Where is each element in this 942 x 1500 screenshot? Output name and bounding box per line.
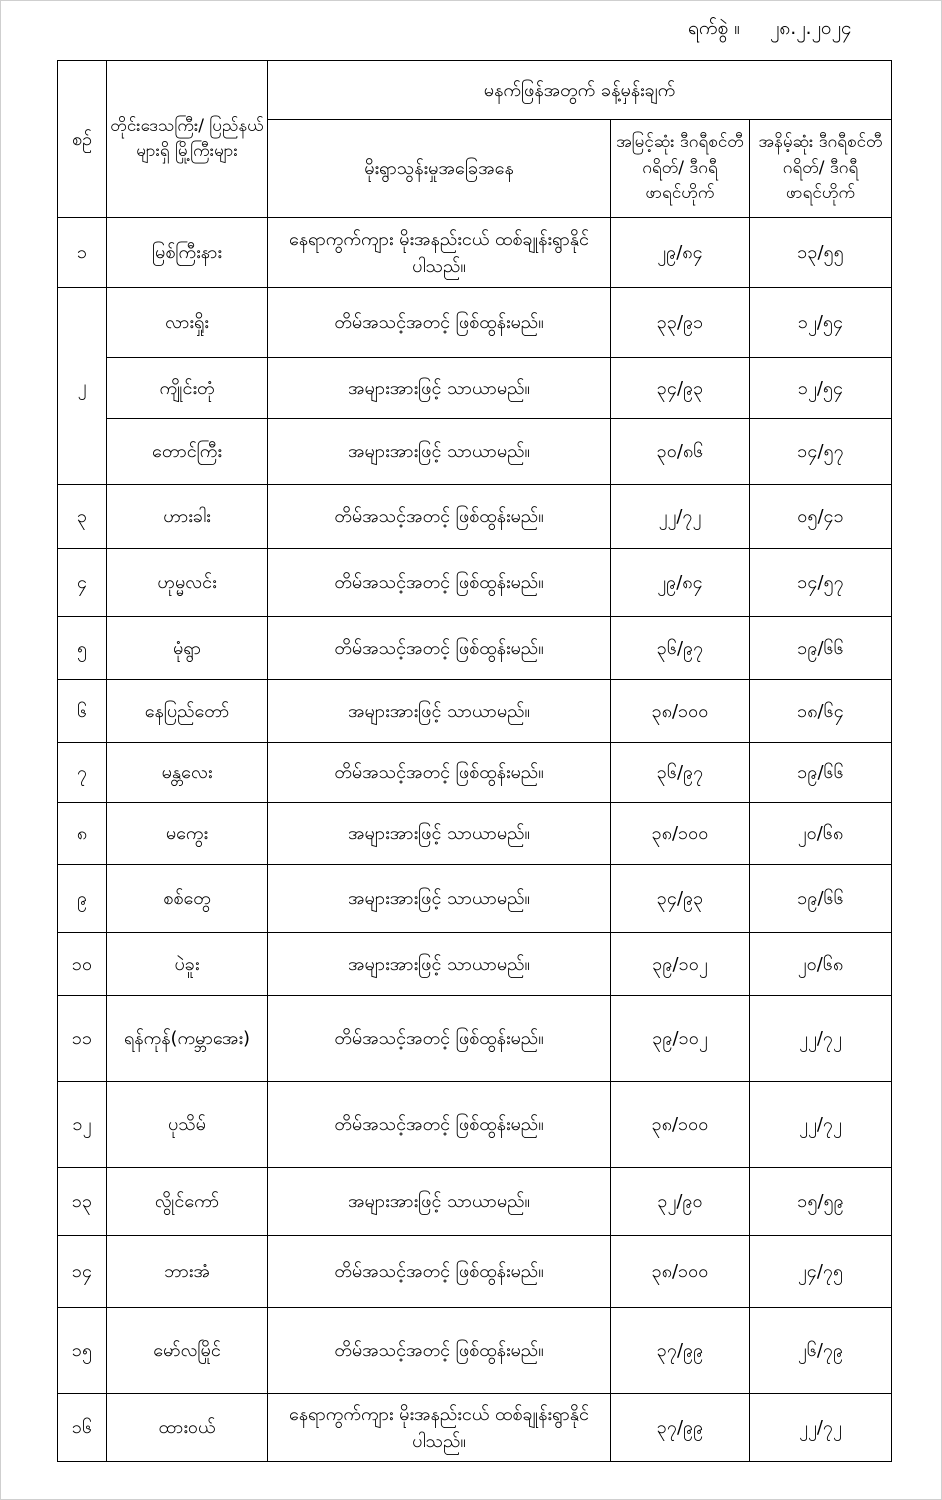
- row-max-temp: ၃၈/၁၀၀: [611, 803, 750, 865]
- row-max-temp: ၃၇/၉၉: [611, 1308, 750, 1394]
- table-row: [58, 1394, 892, 1462]
- row-city: ရန်ကုန်(ကမ္ဘာအေး): [107, 996, 268, 1082]
- row-max-temp: ၃၃/၉၁: [611, 288, 750, 358]
- row-city: လွိုင်ကော်: [107, 1168, 268, 1236]
- row-city: နေပြည်တော်: [107, 680, 268, 743]
- row-no: ၁၃: [58, 1168, 107, 1236]
- row-condition: နေရာကွက်ကျား မိုးအနည်းငယ် ထစ်ချုန်းရွာနိုင်ပါသည်။: [268, 1394, 611, 1462]
- table-row: [58, 1308, 892, 1394]
- table-row: [58, 1236, 892, 1308]
- row-condition: တိမ်အသင့်အတင့် ဖြစ်ထွန်းမည်။: [268, 485, 611, 549]
- row-max-temp: ၂၉/၈၄: [611, 549, 750, 617]
- date-line: [0, 16, 942, 46]
- row-max-temp: ၃၉/၁၀၂: [611, 933, 750, 996]
- row-city: ထားဝယ်: [107, 1394, 268, 1462]
- table-row: [58, 1082, 892, 1168]
- table-row: [58, 680, 892, 743]
- row-max-temp: ၃၆/၉၇: [611, 617, 750, 680]
- table-row: [58, 996, 892, 1082]
- row-min-temp: ၁၉/၆၆: [750, 743, 892, 803]
- row-condition: တိမ်အသင့်အတင့် ဖြစ်ထွန်းမည်။: [268, 743, 611, 803]
- row-min-temp: ၂၆/၇၉: [750, 1308, 892, 1394]
- row-no: ၁၁: [58, 996, 107, 1082]
- table-row: [58, 218, 892, 288]
- row-max-temp: ၂၉/၈၄: [611, 218, 750, 288]
- table-row: [58, 419, 892, 485]
- row-condition: တိမ်အသင့်အတင့် ဖြစ်ထွန်းမည်။: [268, 549, 611, 617]
- row-max-temp: ၃၂/၉၀: [611, 1168, 750, 1236]
- row-condition: အများအားဖြင့် သာယာမည်။: [268, 803, 611, 865]
- row-no: ၁၀: [58, 933, 107, 996]
- row-min-temp: ၁၅/၅၉: [750, 1168, 892, 1236]
- row-min-temp: ၂၂/၇၂: [750, 996, 892, 1082]
- row-condition: အများအားဖြင့် သာယာမည်။: [268, 680, 611, 743]
- row-condition: တိမ်အသင့်အတင့် ဖြစ်ထွန်းမည်။: [268, 1308, 611, 1394]
- row-condition: အများအားဖြင့် သာယာမည်။: [268, 358, 611, 419]
- row-min-temp: ၂၂/၇၂: [750, 1082, 892, 1168]
- row-min-temp: ၀၅/၄၁: [750, 485, 892, 549]
- row-min-temp: ၁၂/၅၄: [750, 358, 892, 419]
- table-row: [58, 933, 892, 996]
- header-no: စဉ်: [58, 61, 107, 218]
- header-max-temp: အမြင့်ဆုံး ဒီဂရီစင်တီဂရိတ်/ ဒီဂရီဖာရင်ဟိုက်: [611, 120, 750, 218]
- row-no: ၈: [58, 803, 107, 865]
- row-city: စစ်တွေ: [107, 865, 268, 933]
- row-city: မော်လမြိုင်: [107, 1308, 268, 1394]
- row-min-temp: ၂၀/၆၈: [750, 933, 892, 996]
- row-condition: အများအားဖြင့် သာယာမည်။: [268, 865, 611, 933]
- row-condition: တိမ်အသင့်အတင့် ဖြစ်ထွန်းမည်။: [268, 1082, 611, 1168]
- header-forecast-group: မနက်ဖြန်အတွက် ခန့်မှန်းချက်: [268, 61, 892, 120]
- row-condition: အများအားဖြင့် သာယာမည်။: [268, 1168, 611, 1236]
- row-city: ပဲခူး: [107, 933, 268, 996]
- row-no: ၅: [58, 617, 107, 680]
- row-city: မန္တလေး: [107, 743, 268, 803]
- row-min-temp: ၁၈/၆၄: [750, 680, 892, 743]
- row-max-temp: ၃၈/၁၀၀: [611, 680, 750, 743]
- row-condition: အများအားဖြင့် သာယာမည်။: [268, 933, 611, 996]
- row-no: ၇: [58, 743, 107, 803]
- table-row: [58, 803, 892, 865]
- row-min-temp: ၁၂/၅၄: [750, 288, 892, 358]
- row-max-temp: ၃၇/၉၉: [611, 1394, 750, 1462]
- row-condition: တိမ်အသင့်အတင့် ဖြစ်ထွန်းမည်။: [268, 288, 611, 358]
- row-no: ၁၅: [58, 1308, 107, 1394]
- row-max-temp: ၃၈/၁၀၀: [611, 1236, 750, 1308]
- row-min-temp: ၁၉/၆၆: [750, 865, 892, 933]
- row-city: မကွေး: [107, 803, 268, 865]
- row-condition: အများအားဖြင့် သာယာမည်။: [268, 419, 611, 485]
- table-row: [58, 1168, 892, 1236]
- row-min-temp: ၂၄/၇၅: [750, 1236, 892, 1308]
- row-no: ၃: [58, 485, 107, 549]
- row-city: မုံရွာ: [107, 617, 268, 680]
- row-no: ၁၆: [58, 1394, 107, 1462]
- row-no: ၁၂: [58, 1082, 107, 1168]
- row-city: ဟားခါး: [107, 485, 268, 549]
- header-condition: မိုးရွာသွန်းမှုအခြေအနေ: [268, 120, 611, 218]
- row-max-temp: ၂၂/၇၂: [611, 485, 750, 549]
- date-value: ၂၈.၂.၂၀၂၄: [770, 17, 852, 39]
- row-city: ပုသိမ်: [107, 1082, 268, 1168]
- header-min-temp: အနိမ့်ဆုံး ဒီဂရီစင်တီဂရိတ်/ ဒီဂရီဖာရင်ဟိုက်: [750, 120, 892, 218]
- row-city: ကျိုင်းတုံ: [107, 358, 268, 419]
- row-no: ၁၄: [58, 1236, 107, 1308]
- row-no: ၆: [58, 680, 107, 743]
- forecast-table: [57, 60, 892, 1462]
- row-min-temp: ၂၂/၇၂: [750, 1394, 892, 1462]
- row-city: မြစ်ကြီးနား: [107, 218, 268, 288]
- row-city: ဟုမ္မလင်း: [107, 549, 268, 617]
- row-min-temp: ၂၀/၆၈: [750, 803, 892, 865]
- row-max-temp: ၃၈/၁၀၀: [611, 1082, 750, 1168]
- row-no: ၁: [58, 218, 107, 288]
- row-max-temp: ၃၄/၉၃: [611, 358, 750, 419]
- row-city: ဘားအံ: [107, 1236, 268, 1308]
- row-max-temp: ၃၉/၁၀၂: [611, 996, 750, 1082]
- row-min-temp: ၁၄/၅၇: [750, 419, 892, 485]
- row-max-temp: ၃၀/၈၆: [611, 419, 750, 485]
- date-label: ရက်စွဲ ။: [688, 17, 740, 39]
- table-row: [58, 485, 892, 549]
- row-min-temp: ၁၉/၆၆: [750, 617, 892, 680]
- table-row: [58, 358, 892, 419]
- row-min-temp: ၁၄/၅၇: [750, 549, 892, 617]
- row-max-temp: ၃၄/၉၃: [611, 865, 750, 933]
- row-max-temp: ၃၆/၉၇: [611, 743, 750, 803]
- row-min-temp: ၁၃/၅၅: [750, 218, 892, 288]
- row-city: တောင်ကြီး: [107, 419, 268, 485]
- table-row: [58, 743, 892, 803]
- table-row: [58, 549, 892, 617]
- row-condition: တိမ်အသင့်အတင့် ဖြစ်ထွန်းမည်။: [268, 617, 611, 680]
- row-city: လားရှိုး: [107, 288, 268, 358]
- row-no: ၄: [58, 549, 107, 617]
- header-region: တိုင်းဒေသကြီး/ ပြည်နယ်များရှိ မြို့ကြီးများ: [107, 61, 268, 218]
- row-condition: တိမ်အသင့်အတင့် ဖြစ်ထွန်းမည်။: [268, 1236, 611, 1308]
- table-row: [58, 288, 892, 358]
- row-condition: တိမ်အသင့်အတင့် ဖြစ်ထွန်းမည်။: [268, 996, 611, 1082]
- row-condition: နေရာကွက်ကျား မိုးအနည်းငယ် ထစ်ချုန်းရွာနိုင်ပါသည်။: [268, 218, 611, 288]
- row-no: ၂: [58, 288, 107, 485]
- table-row: [58, 617, 892, 680]
- table-row: [58, 865, 892, 933]
- row-no: ၉: [58, 865, 107, 933]
